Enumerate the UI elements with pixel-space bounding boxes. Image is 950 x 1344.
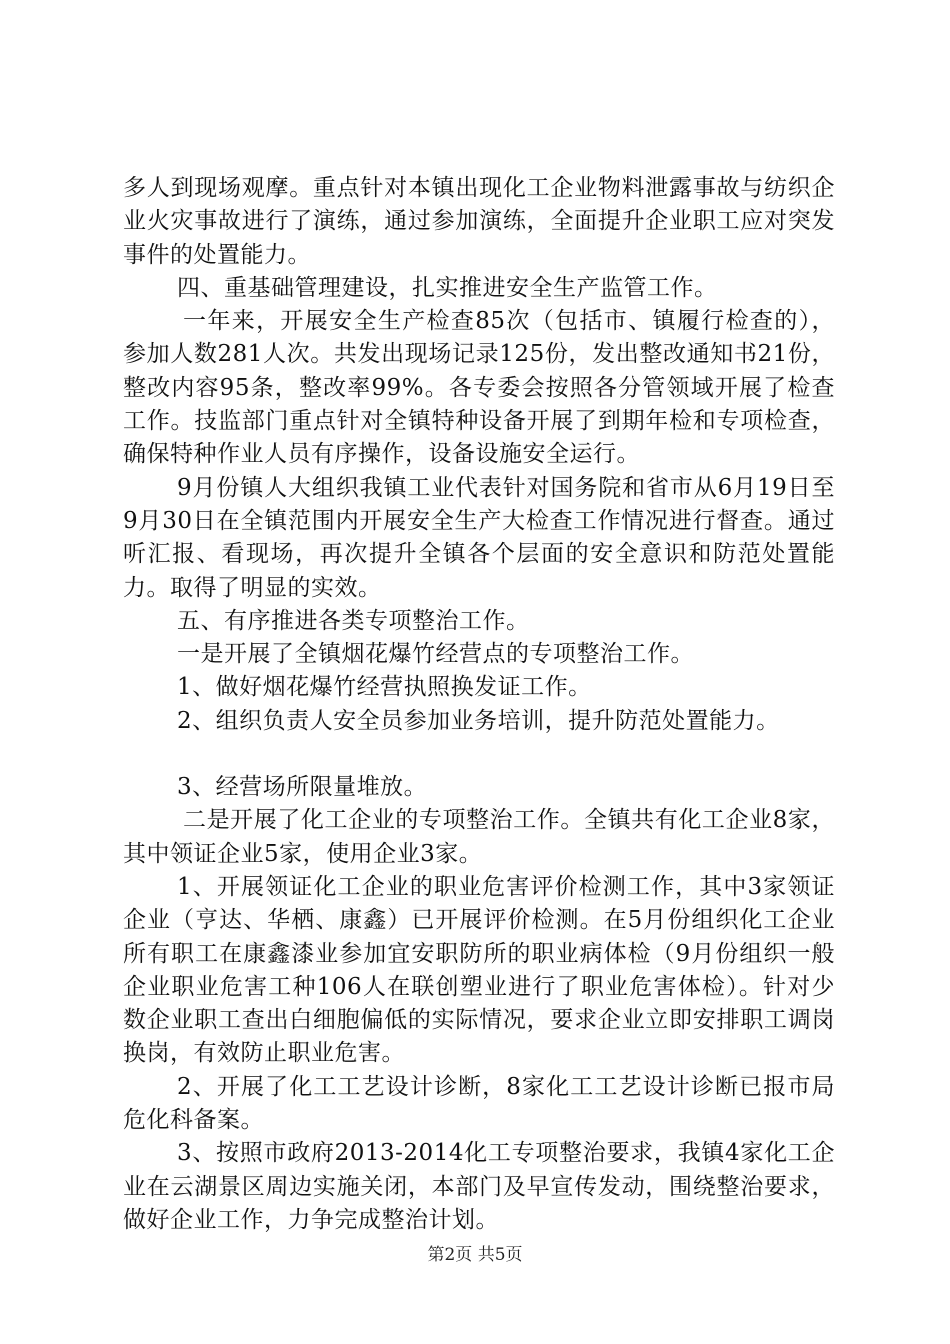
page-number-footer: 第2页 共5页 [427,1245,523,1265]
document-body [123,172,835,1237]
list-item-chemical-3: 3、按照市政府2013-2014化工专项整治要求，我镇4家化工企业在云湖景区周边实施关闭，本部门及早宣传发动，围绕整治要求，做好企业工作，力争完成整治计划。 [123,1140,835,1233]
paragraph-inspection-stats: 一年来，开展安全生产检查85次（包括市、镇履行检查的），参加人数281人次。共发出现场记录125份，发出整改通知书21份，整改内容95条，整改率99%。各专委会按照各分管领域开展了检查工作。技监部门重点针对全镇特种设备开展了到期年检和专项检查，确保特种作业人员有序操作，设备设施安全运行。 [123,308,835,468]
paragraph-fireworks-rectification: 一是开展了全镇烟花爆竹经营点的专项整治工作。 [177,641,694,668]
list-item-chemical-2: 2、开展了化工工艺设计诊断，8家化工工艺设计诊断已报市局危化科备案。 [123,1073,835,1134]
paragraph-npc-supervision: 9月份镇人大组织我镇工业代表针对国务院和省市从6月19日至9月30日在全镇范围内开展安全生产大检查工作情况进行督查。通过听汇报、看现场，再次提升全镇各个层面的安全意识和防范处置能力。取得了明显的实效。 [123,474,835,601]
paragraph-drill-continuation: 多人到现场观摩。重点针对本镇出现化工企业物料泄露事故与纺织企业火灾事故进行了演练，通过参加演练，全面提升企业职工应对突发事件的处置能力。 [123,175,835,268]
list-item-fireworks-2: 2、组织负责人安全员参加业务培训，提升防范处置能力。 [177,707,780,734]
heading-section-five: 五、有序推进各类专项整治工作。 [177,607,530,634]
heading-section-four: 四、重基础管理建设，扎实推进安全生产监管工作。 [177,274,718,301]
paragraph-chemical-rectification: 二是开展了化工企业的专项整治工作。全镇共有化工企业8家，其中领证企业5家，使用企业3家。 [123,807,835,867]
list-item-fireworks-3: 3、经营场所限量堆放。 [177,774,428,801]
list-item-chemical-1: 1、开展领证化工企业的职业危害评价检测工作，其中3家领证企业（亨达、华栖、康鑫）已开展评价检测。在5月份组织化工企业所有职工在康鑫漆业参加宜安职防所的职业病体检（9月份组织一般企业职业危害工种106人在联创塑业进行了职业危害体检）。针对少数企业职工查出白细胞偏低的实际情况，要求企业立即安排职工调岗换岗，有效防止职业危害。 [123,873,835,1067]
list-item-fireworks-1: 1、做好烟花爆竹经营执照换发证工作。 [177,674,592,701]
